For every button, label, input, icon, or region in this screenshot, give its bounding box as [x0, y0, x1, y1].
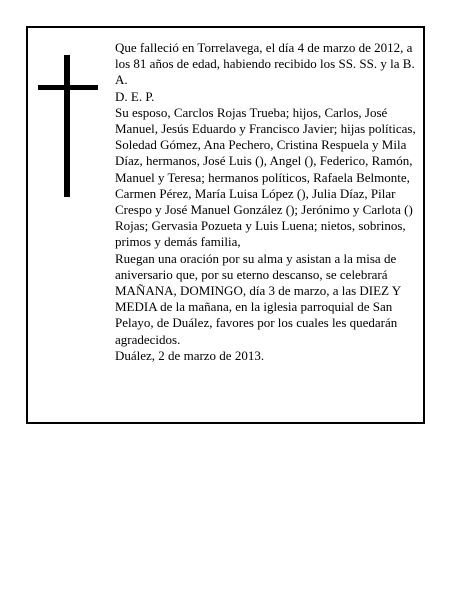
- cross-vertical-bar: [64, 55, 70, 197]
- obituary-text: [115, 40, 419, 364]
- mass-invitation: Ruegan una oración por su alma y asistan a la misa de aniversario que, por su eterno descanso, se celebrará MAÑANA, DOMINGO, día 3 de marzo, a las DIEZ Y MEDIA de la mañana, en la iglesia parroquial de San Pelayo, de Duález, favores por los cuales les quedarán agradecidos.: [115, 250, 401, 347]
- place-date: Duález, 2 de marzo de 2013.: [115, 347, 265, 363]
- cross-horizontal-bar: [38, 85, 98, 90]
- obituary-notice: [26, 26, 425, 424]
- death-announcement: Que falleció en Torrelavega, el día 4 de marzo de 2012, a los 81 años de edad, habiendo recibido los SS. SS. y la B. A.: [115, 40, 415, 88]
- family-list: Su esposo, Carclos Rojas Trueba; hijos, Carlos, José Manuel, Jesús Eduardo y Francisco Javier; hijas políticas, Soledad Gómez, Ana Pechero, Cristina Respuela y Mila Díaz, hermanos, José Luis (), Angel (), Federico, Ramón, Manuel y Teresa; hermanos políticos, Rafaela Belmonte, Carmen Pérez, María Luisa López (), Julia Díaz, Pilar Crespo y José Manuel González (); Jerónimo y Carlota () Rojas; Gervasia Pozueta y Luis Luena; nietos, sobrinos, primos y demás familia,: [115, 104, 416, 250]
- cross-icon: [38, 55, 98, 197]
- rest-in-peace: D. E. P.: [115, 88, 155, 104]
